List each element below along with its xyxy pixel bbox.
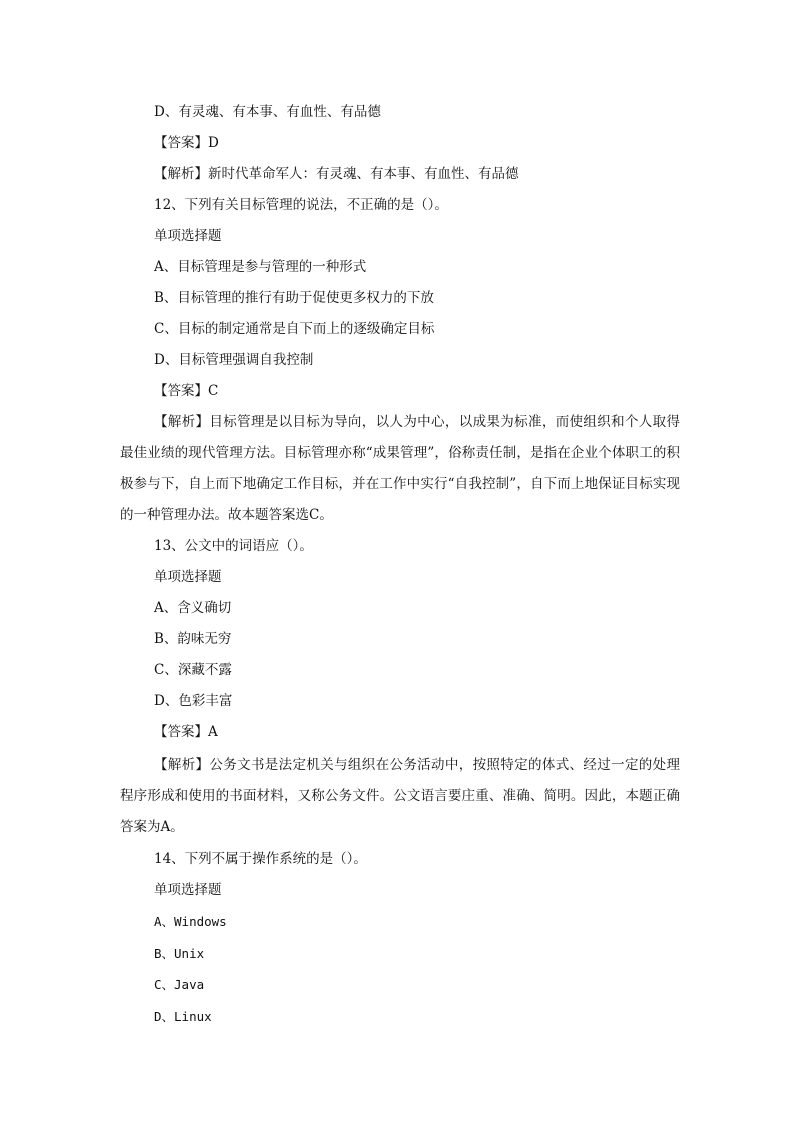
q14-option-c: C、Java (154, 977, 205, 992)
q12-option-b: B、目标管理的推行有助于促使更多权力的下放 (154, 290, 434, 306)
q13-answer: 【答案】A (154, 724, 218, 740)
q12-question: 12、下列有关目标管理的说法，不正确的是（）。 (154, 197, 448, 213)
q12-option-c: C、目标的制定通常是自下而上的逐级确定目标 (154, 321, 435, 337)
q14-question: 14、下列不属于操作系统的是（）。 (154, 851, 367, 867)
q13-option-a: A、含义确切 (154, 600, 232, 616)
q12-answer: 【答案】C (154, 383, 219, 399)
q14-type: 单项选择题 (154, 882, 222, 898)
q14-option-b: B、Unix (154, 946, 205, 961)
q11-explanation: 【解析】新时代革命军人：有灵魂、有本事、有血性、有品德 (154, 166, 519, 182)
q13-question: 13、公文中的词语应（）。 (154, 538, 313, 554)
q13-type: 单项选择题 (154, 569, 222, 585)
q11-option-d: D、有灵魂、有本事、有血性、有品德 (154, 104, 381, 120)
q13-explanation: 【解析】公务文书是法定机关与组织在公务活动中，按照特定的体式、经过一定的处理程序形成和使用的书面材料，又称公务文件。公文语言要庄重、准确、简明。因此，本题正确答案为A。 (120, 757, 680, 835)
q14-option-a: A、Windows (154, 914, 227, 929)
q12-type: 单项选择题 (154, 228, 222, 244)
q12-option-a: A、目标管理是参与管理的一种形式 (154, 259, 367, 275)
q13-option-b: B、韵味无穷 (154, 631, 232, 647)
q14-option-d: D、Linux (154, 1009, 212, 1024)
q13-option-d: D、色彩丰富 (154, 693, 233, 709)
q13-option-c: C、深藏不露 (154, 662, 232, 678)
q11-answer: 【答案】D (154, 135, 219, 151)
q12-option-d: D、目标管理强调自我控制 (154, 352, 314, 368)
q12-explanation: 【解析】目标管理是以目标为导向，以人为中心，以成果为标准，而使组织和个人取得最佳业绩的现代管理方法。目标管理亦称“成果管理”，俗称责任制，是指在企业个体职工的积极参与下，自上而下地确定工作目标，并在工作中实行“自我控制”，自下而上地保证目标实现的一种管理办法。故本题答案选C。 (120, 414, 680, 523)
